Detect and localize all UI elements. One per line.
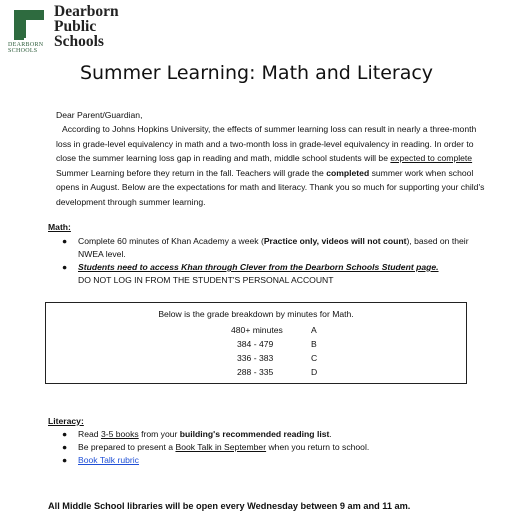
intro-text-2: Summer Learning before they return in the fall. Teachers will grade the [56,167,327,178]
bullet-icon: ● [62,236,68,246]
page-title: Summer Learning: Math and Literacy [79,62,434,84]
list-item [62,235,482,261]
grade-letter: A [311,325,317,335]
literacy-heading: Literacy: [48,416,84,426]
list-item [62,441,482,454]
intro-bold: completed [326,167,370,178]
lit-item-1-bold: building's recommended reading list [179,429,330,439]
grade-box-caption: Below is the grade breakdown by minutes for Math. [158,309,354,319]
lit-item-2-underlined: Book Talk in September [175,442,267,452]
bullet-icon: ● [62,442,68,452]
grade-letter: D [311,367,318,377]
login-warning: DO NOT LOG IN FROM THE STUDENT'S PERSONAL ACCOUNT [78,275,334,285]
grade-row [231,367,361,380]
library-hours-note: All Middle School libraries will be open every Wednesday between 9 am and 11 am. [48,501,411,511]
grade-range: 384 - 479 [237,339,274,349]
list-item [62,261,482,274]
grade-letter: C [311,353,318,363]
lit-item-1-pre: Read [78,429,101,439]
grade-row [231,353,361,366]
book-talk-rubric-link[interactable]: Book Talk rubric [78,455,139,465]
grade-range: 480+ minutes [231,325,283,335]
lit-item-1-post: . [329,429,332,439]
math-heading: Math: [48,222,71,232]
grade-row [231,339,361,352]
math-item-1-post: ), based on their NWEA level. [78,236,469,259]
clever-instruction-link[interactable]: Students need to access Khan through Clever from the Dearborn Schools Student page. [78,262,439,272]
grade-letter: B [311,339,317,349]
intro-underlined: expected to complete [390,153,473,163]
grade-breakdown-box [45,302,467,384]
greeting: Dear Parent/Guardian, [56,110,143,120]
intro-paragraph [56,122,486,209]
logo-small-text: DEARBORN SCHOOLS [8,42,44,54]
math-list [62,235,482,274]
grade-range: 288 - 335 [237,367,274,377]
dearborn-logo [6,4,126,56]
lit-item-1-mid: from your [138,429,180,439]
intro-text-1: According to Johns Hopkins University, the effects of summer learning loss can result in nearly a three-month loss in grade-level equivalency in math and a two-month loss in grade-level equivalency in reading. In order to close the summer learning loss gap in reading and math, middle school students will be [56,124,477,163]
literacy-list [62,428,482,467]
grade-range: 336 - 383 [237,353,274,363]
intro-text-3: summer work when school opens in August. Below are the expectations for math and literacy. Thank you so much for supporting your child's development through summer learning. [56,167,485,207]
lit-item-1-underlined: 3-5 books [100,429,139,439]
grade-row [231,325,361,338]
bullet-icon: ● [62,429,68,439]
list-item [62,454,482,467]
lit-item-2-post: when you return to school. [266,442,370,452]
list-item [62,428,482,441]
math-item-1-bold: Practice only, videos will not count [263,236,407,246]
bullet-icon: ● [62,262,68,272]
math-item-1-pre: Complete 60 minutes of Khan Academy a week ( [78,236,264,246]
bullet-icon: ● [62,455,68,465]
lit-item-2-pre: Be prepared to present a [78,442,176,452]
logo-name: Dearborn Public Schools [54,3,119,50]
